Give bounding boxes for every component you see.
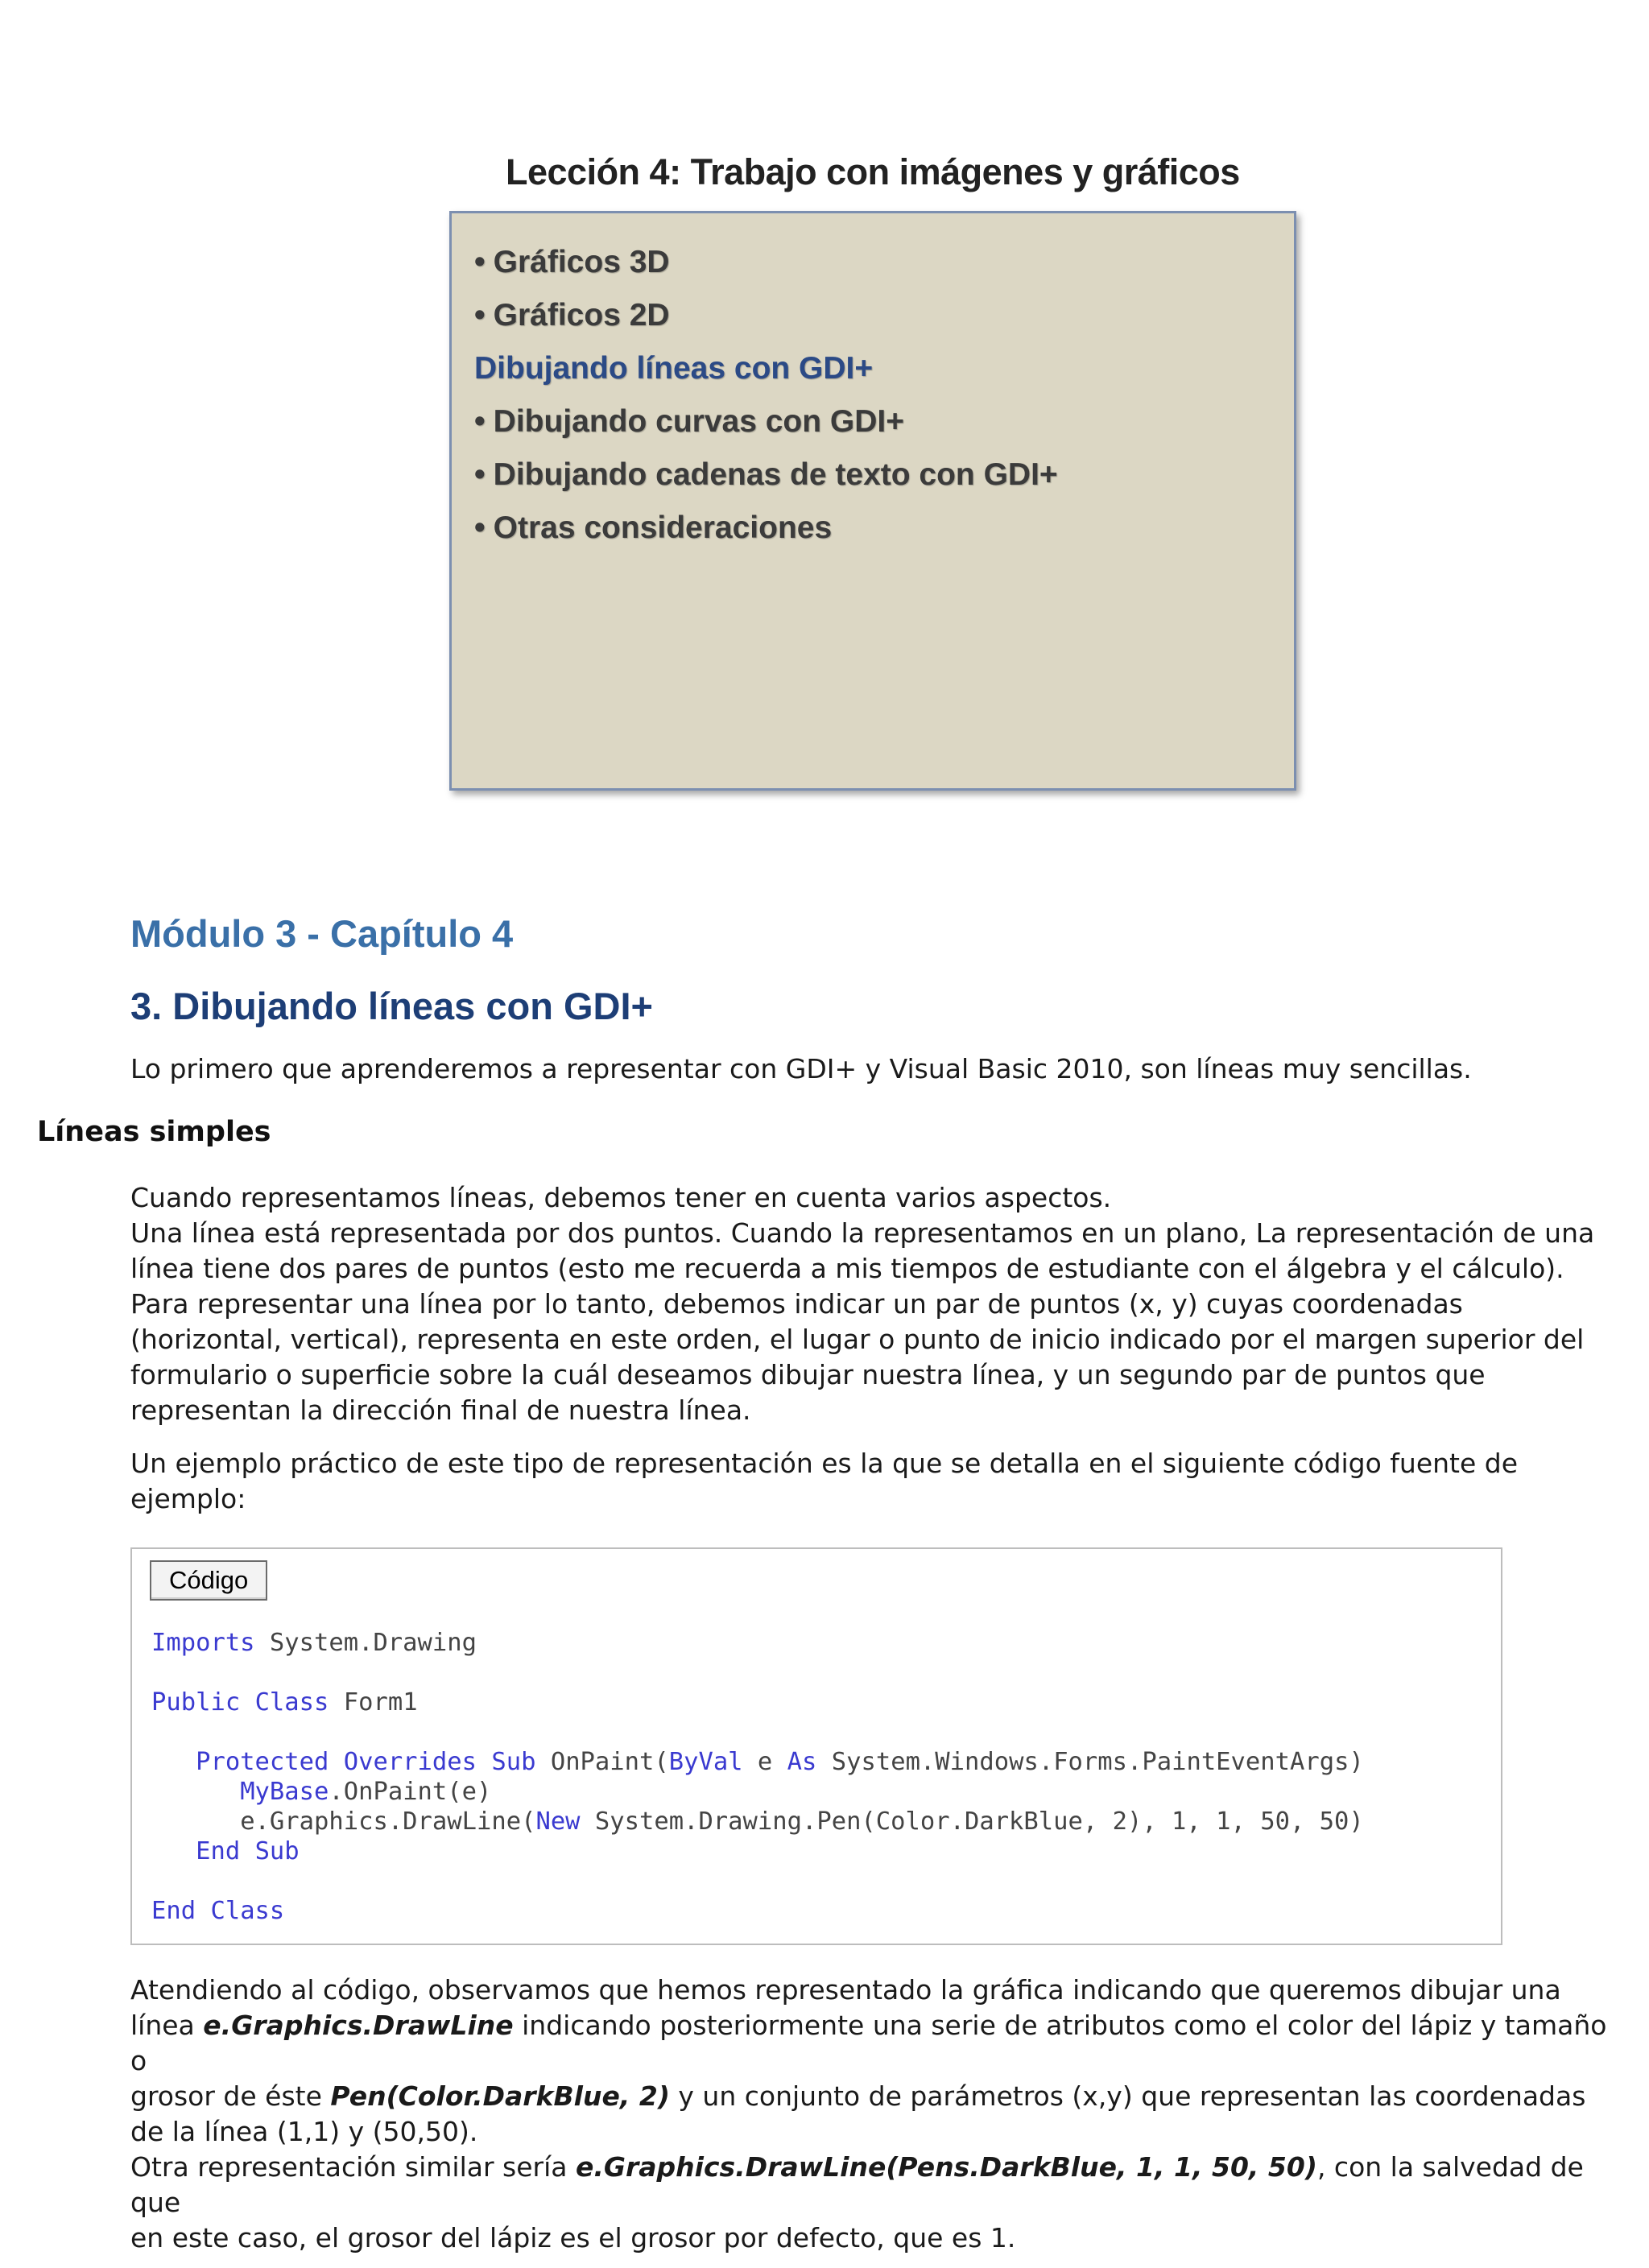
lesson-topic-current: Dibujando líneas con GDI+ [474, 351, 874, 386]
text-run: indicando posteriormente una serie de atributos como el color del lápiz y tamaño o [130, 2010, 1607, 2076]
text-run: grosor de éste [130, 2080, 331, 2112]
lesson-topic-otras: • Otras consideraciones [474, 502, 1058, 555]
code-listing [151, 1628, 1364, 1926]
paragraph-line: línea tiene dos pares de puntos (esto me recuerda a mis tiempos de estudiante con el álgebra y el cálculo). [130, 1253, 1564, 1284]
code-text: System.Drawing.Pen(Color.DarkBlue, 2), 1, 1, 50, 50) [580, 1807, 1364, 1836]
paragraph-line: ejemplo: [130, 1483, 246, 1514]
lesson-topic-cadenas: • Dibujando cadenas de texto con GDI+ [474, 448, 1058, 502]
code-keyword: MyBase [240, 1778, 329, 1806]
code-keyword: New [535, 1807, 581, 1836]
code-reference: e.Graphics.DrawLine [203, 2010, 514, 2041]
code-block [130, 1547, 1502, 1945]
code-text: e [742, 1748, 787, 1776]
paragraph-line: de la línea (1,1) y (50,50). [130, 2116, 478, 2147]
paragraph-line [130, 2150, 1612, 2220]
lesson-title: Lección 4: Trabajo con imágenes y gráficos [506, 151, 1240, 192]
paragraph-code-explanation [130, 1973, 1612, 2256]
code-text: e.Graphics.DrawLine( [240, 1807, 536, 1836]
code-keyword: Sub [491, 1748, 536, 1776]
paragraph-line [130, 2079, 1612, 2114]
section-heading: 3. Dibujando líneas con GDI+ [130, 985, 653, 1027]
code-keyword: Overrides [343, 1748, 477, 1776]
code-text: OnPaint( [535, 1748, 669, 1776]
code-keyword: Protected [196, 1748, 329, 1776]
paragraph-line: Atendiendo al código, observamos que hemos representado la gráfica indicando que queremos dibujar una [130, 1974, 1561, 2006]
text-run: línea [130, 2010, 204, 2041]
paragraph-example-intro [130, 1446, 1612, 1517]
subheading-lineas-simples: Líneas simples [37, 1116, 271, 1148]
paragraph-line: Un ejemplo práctico de este tipo de representación es la que se detalla en el siguiente código fuente de [130, 1448, 1519, 1479]
code-keyword: End [196, 1837, 241, 1865]
text-run: y un conjunto de parámetros (x,y) que representan las coordenadas [669, 2080, 1586, 2112]
lesson-topic-graficos-2d: • Gráficos 2D [474, 289, 1058, 342]
code-text: System.Windows.Forms.PaintEventArgs) [816, 1748, 1364, 1776]
code-keyword: Sub [254, 1837, 300, 1865]
paragraph-line: en este caso, el grosor del lápiz es el grosor por defecto, que es 1. [130, 2222, 1016, 2254]
paragraph-explanation [130, 1180, 1612, 1428]
paragraph-line: Cuando representamos líneas, debemos tener en cuenta varios aspectos. [130, 1182, 1112, 1213]
code-keyword: Class [210, 1897, 285, 1925]
code-text: Form1 [329, 1688, 418, 1716]
text-run: Otra representación similar sería [130, 2151, 576, 2183]
paragraph-line: representan la dirección final de nuestra línea. [130, 1394, 751, 1426]
lesson-slide [449, 211, 1296, 791]
code-keyword: Class [254, 1688, 329, 1716]
code-reference: Pen(Color.DarkBlue, 2) [330, 2080, 670, 2112]
code-keyword: As [787, 1748, 817, 1776]
intro-paragraph: Lo primero que aprenderemos a representar con GDI+ y Visual Basic 2010, son líneas muy sencillas. [130, 1053, 1472, 1084]
paragraph-line: Para representar una línea por lo tanto, debemos indicar un par de puntos (x, y) cuyas coordenadas [130, 1288, 1463, 1320]
code-keyword: ByVal [668, 1748, 743, 1776]
code-text: .OnPaint(e) [329, 1778, 492, 1806]
paragraph-line: formulario o superficie sobre la cuál deseamos dibujar nuestra línea, y un segundo par de puntos que [130, 1359, 1486, 1390]
code-keyword: Imports [151, 1629, 255, 1657]
code-keyword: End [151, 1897, 196, 1925]
paragraph-line [130, 2008, 1612, 2079]
lesson-topic-graficos-3d: • Gráficos 3D [474, 236, 1058, 289]
lesson-topic-list [474, 236, 1058, 555]
text-run: , con la salvedad de que [130, 2151, 1584, 2218]
module-heading: Módulo 3 - Capítulo 4 [130, 912, 514, 955]
code-reference: e.Graphics.DrawLine(Pens.DarkBlue, 1, 1, 50, 50) [575, 2151, 1317, 2183]
lesson-topic-curvas: • Dibujando curvas con GDI+ [474, 395, 1058, 448]
code-tab[interactable]: Código [150, 1560, 267, 1601]
paragraph-line: (horizontal, vertical), representa en este orden, el lugar o punto de inicio indicado por el margen superior del [130, 1324, 1585, 1355]
paragraph-line: Una línea está representada por dos puntos. Cuando la representamos en un plano, La representación de una [130, 1217, 1595, 1249]
code-text: System.Drawing [254, 1629, 477, 1657]
code-keyword: Public [151, 1688, 241, 1716]
